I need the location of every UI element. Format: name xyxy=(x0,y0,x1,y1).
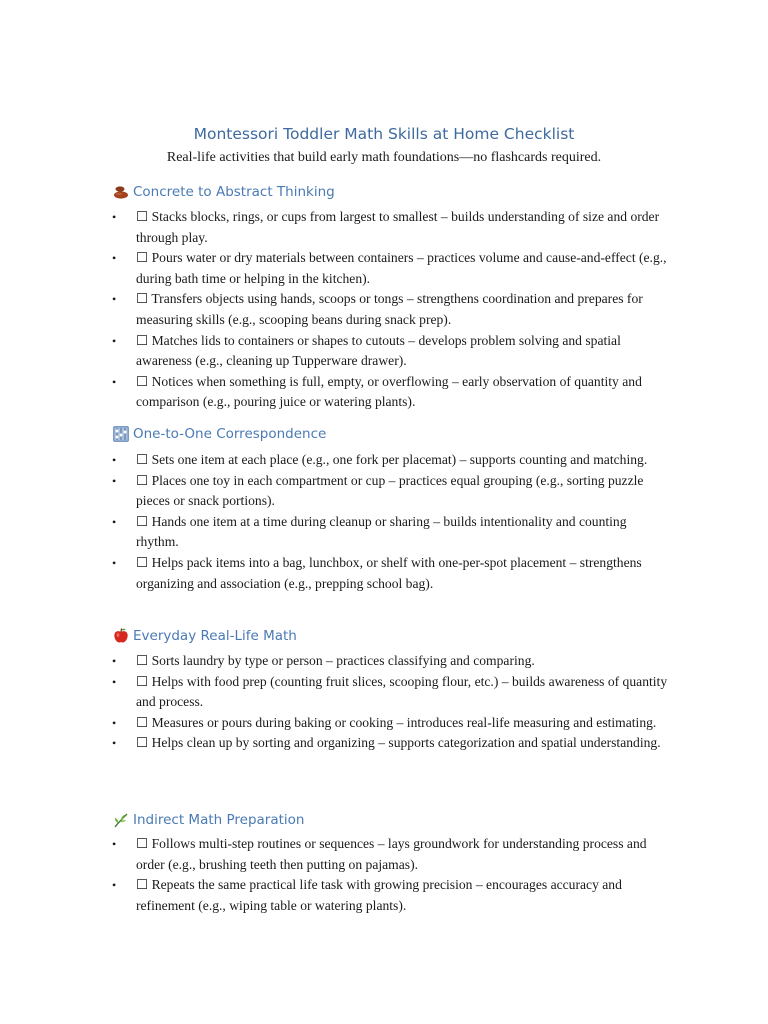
page-title: Montessori Toddler Math Skills at Home Checklist xyxy=(193,125,575,143)
checklist-item: • ☐ Helps pack items into a bag, lunchbox, or shelf with one-per-spot placement – strengthens organizing and association (e.g., prepping school bag). xyxy=(112,554,642,591)
section-concrete-abstract xyxy=(112,181,672,413)
checklist-item: • ☐ Transfers objects using hands, scoops or tongs – strengthens coordination and prepares for measuring skills (e.g., scooping beans during snack prep). xyxy=(112,291,643,327)
checklist-item: • ☐ Matches lids to containers or shapes to cutouts – develops problem solving and spatial awareness (e.g., cleaning up Tupperware drawer). xyxy=(112,332,621,369)
red-apple-icon xyxy=(112,627,130,645)
checklist-item-text: ☐ Measures or pours during baking or cooking – introduces real-life measuring and estimating. xyxy=(136,714,657,730)
section-one-to-one xyxy=(112,423,672,594)
section-real-life-math xyxy=(112,625,672,754)
section-indirect-math xyxy=(112,809,672,916)
herb-leaf-icon xyxy=(112,811,130,829)
checklist-item-text: ☐ Helps clean up by sorting and organizing – supports categorization and spatial understanding. xyxy=(136,735,661,751)
brown-stones-icon xyxy=(112,183,130,201)
section-heading xyxy=(112,181,672,203)
checklist-item-text: ☐ Transfers objects using hands, scoops or tongs – strengthens coordination and prepares for measuring skills (e.g., scooping beans during snack prep). xyxy=(136,291,643,327)
checklist-item: • ☐ Hands one item at a time during cleanup or sharing – builds intentionality and counting rhythm. xyxy=(112,513,627,550)
checklist-item: • ☐ Helps clean up by sorting and organizing – supports categorization and spatial understanding. xyxy=(112,735,661,751)
checklist-item-text: ☐ Repeats the same practical life task with growing precision – encourages accuracy and refinement (e.g., wiping table or watering plants). xyxy=(136,877,622,913)
checklist-item-text: ☐ Notices when something is full, empty, or overflowing – early observation of quantity and comparison (e.g., pouring juice or watering plants). xyxy=(136,373,642,410)
checklist-item-text: ☐ Hands one item at a time during cleanup or sharing – builds intentionality and counting rhythm. xyxy=(136,513,627,550)
checklist-item: • ☐ Helps with food prep (counting fruit slices, scooping flour, etc.) – builds awareness of quantity and process. xyxy=(112,673,668,710)
checklist-item-text: ☐ Sorts laundry by type or person – practices classifying and comparing. xyxy=(136,653,535,668)
section-heading-text: Everyday Real-Life Math xyxy=(133,628,297,644)
section-heading xyxy=(112,809,672,831)
checklist-item-text: ☐ Places one toy in each compartment or cup – practices equal grouping (e.g., sorting puzzle pieces or snack portions). xyxy=(136,472,644,509)
page-subtitle: Real-life activities that build early math foundations—no flashcards required. xyxy=(166,150,602,165)
abacus-icon xyxy=(112,425,130,443)
checklist-item: • ☐ Pours water or dry materials between containers – practices volume and cause-and-effect (e.g., during bath time or helping in the kitchen). xyxy=(112,250,667,286)
checklist-item: • ☐ Sorts laundry by type or person – practices classifying and comparing. xyxy=(112,653,535,668)
section-heading xyxy=(112,625,672,647)
checklist-item: • ☐ Notices when something is full, empty, or overflowing – early observation of quantity and comparison (e.g., pouring juice or watering plants). xyxy=(112,373,642,410)
section-heading-text: One-to-One Correspondence xyxy=(133,426,327,442)
section-heading xyxy=(112,423,672,445)
checklist-item: • ☐ Stacks blocks, rings, or cups from largest to smallest – builds understanding of size and order through play. xyxy=(112,209,660,245)
checklist-item-text: ☐ Follows multi-step routines or sequences – lays groundwork for understanding process and order (e.g., brushing teeth then putting on pajamas). xyxy=(136,836,647,872)
checklist-item-text: ☐ Sets one item at each place (e.g., one fork per placemat) – supports counting and matching. xyxy=(136,452,648,467)
checklist-item: • ☐ Repeats the same practical life task with growing precision – encourages accuracy and refinement (e.g., wiping table or watering plants). xyxy=(112,877,622,913)
checklist-item-text: ☐ Pours water or dry materials between containers – practices volume and cause-and-effect (e.g., during bath time or helping in the kitchen). xyxy=(136,250,667,286)
section-heading-text: Concrete to Abstract Thinking xyxy=(133,184,335,200)
checklist-item: • ☐ Measures or pours during baking or cooking – introduces real-life measuring and estimating. xyxy=(112,714,657,730)
checklist-item: • ☐ Places one toy in each compartment or cup – practices equal grouping (e.g., sorting puzzle pieces or snack portions). xyxy=(112,472,644,509)
checklist-item: • ☐ Sets one item at each place (e.g., one fork per placemat) – supports counting and matching. xyxy=(112,452,648,467)
section-heading-text: Indirect Math Preparation xyxy=(133,812,305,828)
checklist-item: • ☐ Follows multi-step routines or sequences – lays groundwork for understanding process and order (e.g., brushing teeth then putting on pajamas). xyxy=(112,836,647,872)
checklist-item-text: ☐ Matches lids to containers or shapes to cutouts – develops problem solving and spatial awareness (e.g., cleaning up Tupperware drawer). xyxy=(136,332,621,369)
checklist-item-text: ☐ Helps with food prep (counting fruit slices, scooping flour, etc.) – builds awareness of quantity and process. xyxy=(136,673,668,710)
checklist-item-text: ☐ Helps pack items into a bag, lunchbox, or shelf with one-per-spot placement – strengthens organizing and association (e.g., prepping school bag). xyxy=(136,554,642,591)
checklist-item-text: ☐ Stacks blocks, rings, or cups from largest to smallest – builds understanding of size and order through play. xyxy=(136,209,660,245)
